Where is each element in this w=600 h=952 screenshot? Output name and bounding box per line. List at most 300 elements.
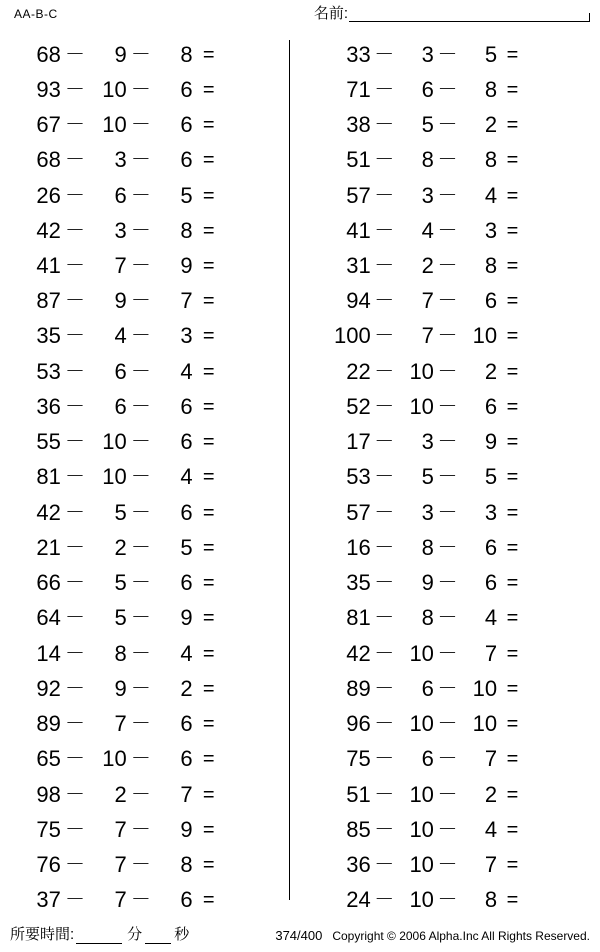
minus-operator-icon: － [64,854,85,876]
equals-sign: = [506,219,519,242]
answer-input[interactable] [528,890,600,910]
operand-3: 6 [484,534,498,560]
minus-operator-icon: － [130,219,151,242]
operand-2: 4 [114,323,127,349]
operand-1: 89 [346,675,371,701]
answer-input[interactable] [528,291,600,311]
operand-1: 38 [346,112,371,138]
equals-sign: = [506,748,519,771]
operand-3: 2 [484,112,498,138]
minus-operator-icon: － [437,466,458,489]
answer-input[interactable] [528,538,600,558]
operand-3: 4 [180,358,193,384]
footer-right-group [275,928,590,943]
operand-1: 51 [346,147,371,173]
answer-input[interactable] [528,573,600,593]
operand-2: 7 [114,253,127,279]
page-footer [0,918,600,952]
minus-operator-icon: － [130,255,151,278]
operand-1: 94 [346,288,371,314]
operand-3: 8 [180,217,193,243]
operand-1: 89 [36,711,61,737]
operand-2: 8 [421,605,434,631]
minus-operator-icon: － [64,889,85,912]
operand-1: 24 [346,887,371,913]
operand-2: 10 [102,76,127,102]
minus-operator-icon: － [374,854,395,876]
problem-row [0,425,300,460]
equals-sign: = [506,114,519,137]
equals-sign: = [506,854,519,876]
minus-operator-icon: － [130,290,151,313]
minus-operator-icon: － [437,149,458,172]
answer-input[interactable] [528,644,600,664]
operand-1: 81 [36,464,61,490]
answer-input[interactable] [528,820,600,840]
operand-2: 8 [421,147,434,173]
minus-operator-icon: － [437,43,458,66]
answer-input[interactable] [528,150,600,170]
operand-3: 2 [484,781,498,807]
minus-operator-icon: － [64,431,85,454]
minus-operator-icon: － [130,536,151,559]
operand-3: 8 [484,253,498,279]
equals-sign: = [506,431,519,454]
seconds-input-line[interactable] [145,927,171,944]
problem-row [0,213,300,248]
operand-3: 10 [472,711,498,737]
minus-operator-icon: － [374,572,395,595]
equals-sign: = [202,360,215,383]
problem-row [0,284,300,319]
minus-operator-icon: － [64,149,85,172]
answer-input[interactable] [528,256,600,276]
operand-3: 4 [484,182,498,208]
operand-2: 10 [102,429,127,455]
equals-sign: = [506,466,519,489]
operand-3: 9 [484,429,498,455]
minus-operator-icon: － [64,713,85,736]
minus-operator-icon: － [374,607,395,630]
minus-operator-icon: － [64,501,85,524]
equals-sign: = [202,748,215,771]
equals-sign: = [506,889,519,912]
minus-operator-icon: － [437,642,458,665]
operand-1: 67 [36,112,61,138]
equals-sign: = [202,395,215,418]
operand-1: 75 [346,746,371,772]
answer-input[interactable] [528,432,600,452]
minus-operator-icon: － [64,783,85,806]
minus-operator-icon: － [437,748,458,771]
operand-3: 6 [180,76,193,102]
minus-operator-icon: － [374,290,395,313]
operand-2: 2 [114,534,127,560]
equals-sign: = [506,184,519,207]
minus-operator-icon: － [374,536,395,559]
operand-1: 26 [36,182,61,208]
minus-operator-icon: － [64,114,85,137]
operand-1: 41 [36,253,61,279]
operand-3: 10 [472,323,498,349]
operand-3: 8 [484,76,498,102]
operand-2: 9 [114,41,127,67]
equals-sign: = [202,713,215,736]
minus-operator-icon: － [437,677,458,700]
problem-rows-right [300,34,600,918]
operand-3: 6 [180,147,193,173]
operand-1: 75 [36,816,61,842]
minus-operator-icon: － [437,607,458,630]
operand-2: 10 [409,393,434,419]
name-field-group [314,5,590,22]
elapsed-time-label: 所要時間: [10,926,75,943]
minutes-input-line[interactable] [76,927,122,944]
operand-2: 10 [409,358,434,384]
minus-operator-icon: － [437,255,458,278]
problem-row [300,72,600,107]
equals-sign: = [506,572,519,595]
minus-operator-icon: － [437,219,458,242]
minus-operator-icon: － [130,572,151,595]
minus-operator-icon: － [64,395,85,418]
minus-operator-icon: － [437,290,458,313]
answer-input[interactable] [528,115,600,135]
answer-input[interactable] [528,362,600,382]
operand-1: 68 [36,41,61,67]
answer-input[interactable] [528,785,600,805]
equals-sign: = [506,290,519,313]
operand-1: 21 [36,534,61,560]
minus-operator-icon: － [374,818,395,841]
equals-sign: = [202,818,215,841]
operand-1: 57 [346,182,371,208]
minus-operator-icon: － [374,149,395,172]
minus-operator-icon: － [437,572,458,595]
problem-row [300,389,600,424]
equals-sign: = [202,43,215,66]
minus-operator-icon: － [374,501,395,524]
operand-1: 53 [36,358,61,384]
column-divider [289,40,290,900]
operand-1: 64 [36,605,61,631]
minutes-unit-label: 分 [127,926,143,943]
operand-1: 22 [346,358,371,384]
answer-input[interactable] [528,221,600,241]
minus-operator-icon: － [437,78,458,101]
problem-row [0,883,300,918]
answer-input[interactable] [528,503,600,523]
answer-input[interactable] [528,326,600,346]
operand-1: 53 [346,464,371,490]
name-input-line[interactable] [349,5,589,22]
equals-sign: = [506,360,519,383]
operand-1: 35 [346,570,371,596]
operand-3: 3 [484,217,498,243]
problem-row [300,601,600,636]
answer-input[interactable] [528,749,600,769]
minus-operator-icon: － [130,325,151,348]
minus-operator-icon: － [64,219,85,242]
minus-operator-icon: － [64,818,85,841]
answer-input[interactable] [528,45,600,65]
operand-3: 4 [484,816,498,842]
name-line-end-tick [589,13,590,22]
minus-operator-icon: － [64,325,85,348]
operand-3: 5 [180,534,193,560]
minus-operator-icon: － [64,677,85,700]
operand-3: 5 [484,464,498,490]
operand-1: 42 [36,217,61,243]
problem-row [300,847,600,882]
problem-row [0,354,300,389]
equals-sign: = [506,78,519,101]
operand-1: 87 [36,288,61,314]
problem-row [300,812,600,847]
operand-2: 6 [421,675,434,701]
operand-3: 7 [180,781,193,807]
equals-sign: = [202,78,215,101]
problem-row [0,812,300,847]
equals-sign: = [506,818,519,841]
operand-1: 71 [346,76,371,102]
problem-row [0,671,300,706]
operand-2: 2 [114,781,127,807]
operand-3: 6 [180,499,193,525]
problem-row [0,178,300,213]
operand-3: 8 [180,852,193,877]
minus-operator-icon: － [130,783,151,806]
minus-operator-icon: － [374,360,395,383]
operand-3: 9 [180,605,193,631]
problems-column-left [0,34,300,918]
problem-row [0,107,300,142]
minus-operator-icon: － [64,360,85,383]
problem-row [300,178,600,213]
problem-row [300,566,600,601]
operand-3: 7 [180,288,193,314]
minus-operator-icon: － [437,184,458,207]
operand-2: 10 [102,746,127,772]
operand-2: 9 [421,570,434,596]
operand-2: 2 [421,253,434,279]
equals-sign: = [202,466,215,489]
problem-row [300,284,600,319]
answer-input[interactable] [528,186,600,206]
minus-operator-icon: － [64,607,85,630]
answer-input[interactable] [528,608,600,628]
operand-2: 5 [114,570,127,596]
operand-1: 92 [36,675,61,701]
operand-1: 55 [36,429,61,455]
problem-row [0,389,300,424]
operand-2: 5 [114,499,127,525]
minus-operator-icon: － [374,748,395,771]
answer-input[interactable] [528,80,600,100]
equals-sign: = [506,149,519,172]
operand-1: 36 [346,852,371,877]
minus-operator-icon: － [64,466,85,489]
operand-2: 10 [409,887,434,913]
operand-2: 6 [114,182,127,208]
operand-2: 6 [421,76,434,102]
operand-3: 7 [484,640,498,666]
operand-1: 85 [346,816,371,842]
minus-operator-icon: － [130,818,151,841]
page-header [0,0,600,34]
operand-2: 3 [421,41,434,67]
operand-2: 8 [114,640,127,666]
operand-3: 6 [180,570,193,596]
operand-2: 3 [114,147,127,173]
equals-sign: = [202,431,215,454]
operand-1: 42 [36,499,61,525]
operand-3: 6 [484,570,498,596]
minus-operator-icon: － [130,501,151,524]
operand-3: 9 [180,816,193,842]
seconds-unit-label: 秒 [174,926,190,943]
minus-operator-icon: － [437,536,458,559]
problem-row [0,460,300,495]
equals-sign: = [202,889,215,912]
operand-3: 8 [484,147,498,173]
problem-row [300,742,600,777]
problem-row [300,636,600,671]
minus-operator-icon: － [64,748,85,771]
operand-2: 6 [114,358,127,384]
operand-2: 7 [114,852,127,877]
problem-row [300,213,600,248]
problem-row [300,495,600,530]
problem-row [0,495,300,530]
operand-2: 9 [114,675,127,701]
answer-input[interactable] [528,467,600,487]
minus-operator-icon: － [130,466,151,489]
problem-row [0,601,300,636]
minus-operator-icon: － [374,325,395,348]
minus-operator-icon: － [130,642,151,665]
equals-sign: = [202,501,215,524]
minus-operator-icon: － [437,360,458,383]
minus-operator-icon: － [130,431,151,454]
operand-3: 4 [180,464,193,490]
operand-2: 7 [114,887,127,913]
minus-operator-icon: － [437,325,458,348]
answer-input[interactable] [528,397,600,417]
problem-row [0,636,300,671]
operand-3: 3 [180,323,193,349]
operand-2: 7 [114,816,127,842]
problem-row [300,777,600,812]
operand-1: 31 [346,253,371,279]
operand-2: 6 [421,746,434,772]
name-label: 名前: [313,5,348,22]
minus-operator-icon: － [130,889,151,912]
equals-sign: = [202,255,215,278]
equals-sign: = [202,219,215,242]
operand-1: 96 [346,711,371,737]
operand-1: 17 [346,429,371,455]
problem-row [300,530,600,565]
minus-operator-icon: － [64,572,85,595]
equals-sign: = [506,43,519,66]
problem-row [0,248,300,283]
operand-2: 7 [421,323,434,349]
minus-operator-icon: － [437,818,458,841]
operand-1: 33 [346,41,371,67]
minus-operator-icon: － [130,149,151,172]
operand-1: 51 [346,781,371,807]
operand-3: 7 [484,746,498,772]
minus-operator-icon: － [374,43,395,66]
operand-2: 3 [114,217,127,243]
operand-2: 10 [409,781,434,807]
equals-sign: = [202,290,215,313]
equals-sign: = [202,642,215,665]
operand-3: 9 [180,253,193,279]
problem-row [300,143,600,178]
problems-area [0,34,600,918]
operand-2: 7 [421,288,434,314]
problem-row [300,425,600,460]
operand-1: 66 [36,570,61,596]
operand-3: 6 [180,711,193,737]
problem-row [0,319,300,354]
operand-3: 10 [472,675,498,701]
operand-3: 6 [180,746,193,772]
answer-input[interactable] [528,714,600,734]
operand-1: 65 [36,746,61,772]
minus-operator-icon: － [130,184,151,207]
minus-operator-icon: － [130,748,151,771]
operand-3: 2 [484,358,498,384]
equals-sign: = [202,854,215,876]
equals-sign: = [202,783,215,806]
operand-3: 4 [180,640,193,666]
minus-operator-icon: － [374,219,395,242]
minus-operator-icon: － [374,114,395,137]
problem-row [300,107,600,142]
equals-sign: = [506,713,519,736]
minus-operator-icon: － [374,184,395,207]
operand-3: 4 [484,605,498,631]
answer-input[interactable] [528,679,600,699]
answer-input[interactable] [528,855,600,875]
operand-1: 81 [346,605,371,631]
equals-sign: = [202,114,215,137]
minus-operator-icon: － [130,395,151,418]
minus-operator-icon: － [374,78,395,101]
minus-operator-icon: － [437,713,458,736]
operand-3: 6 [180,112,193,138]
problem-row [300,354,600,389]
equals-sign: = [506,395,519,418]
problem-row [0,530,300,565]
equals-sign: = [202,572,215,595]
operand-1: 93 [36,76,61,102]
operand-3: 7 [484,852,498,877]
problem-row [0,143,300,178]
operand-3: 2 [180,675,193,701]
minus-operator-icon: － [64,642,85,665]
minus-operator-icon: － [437,501,458,524]
operand-1: 42 [346,640,371,666]
operand-2: 10 [409,711,434,737]
minus-operator-icon: － [374,395,395,418]
equals-sign: = [506,642,519,665]
equals-sign: = [202,677,215,700]
equals-sign: = [202,325,215,348]
